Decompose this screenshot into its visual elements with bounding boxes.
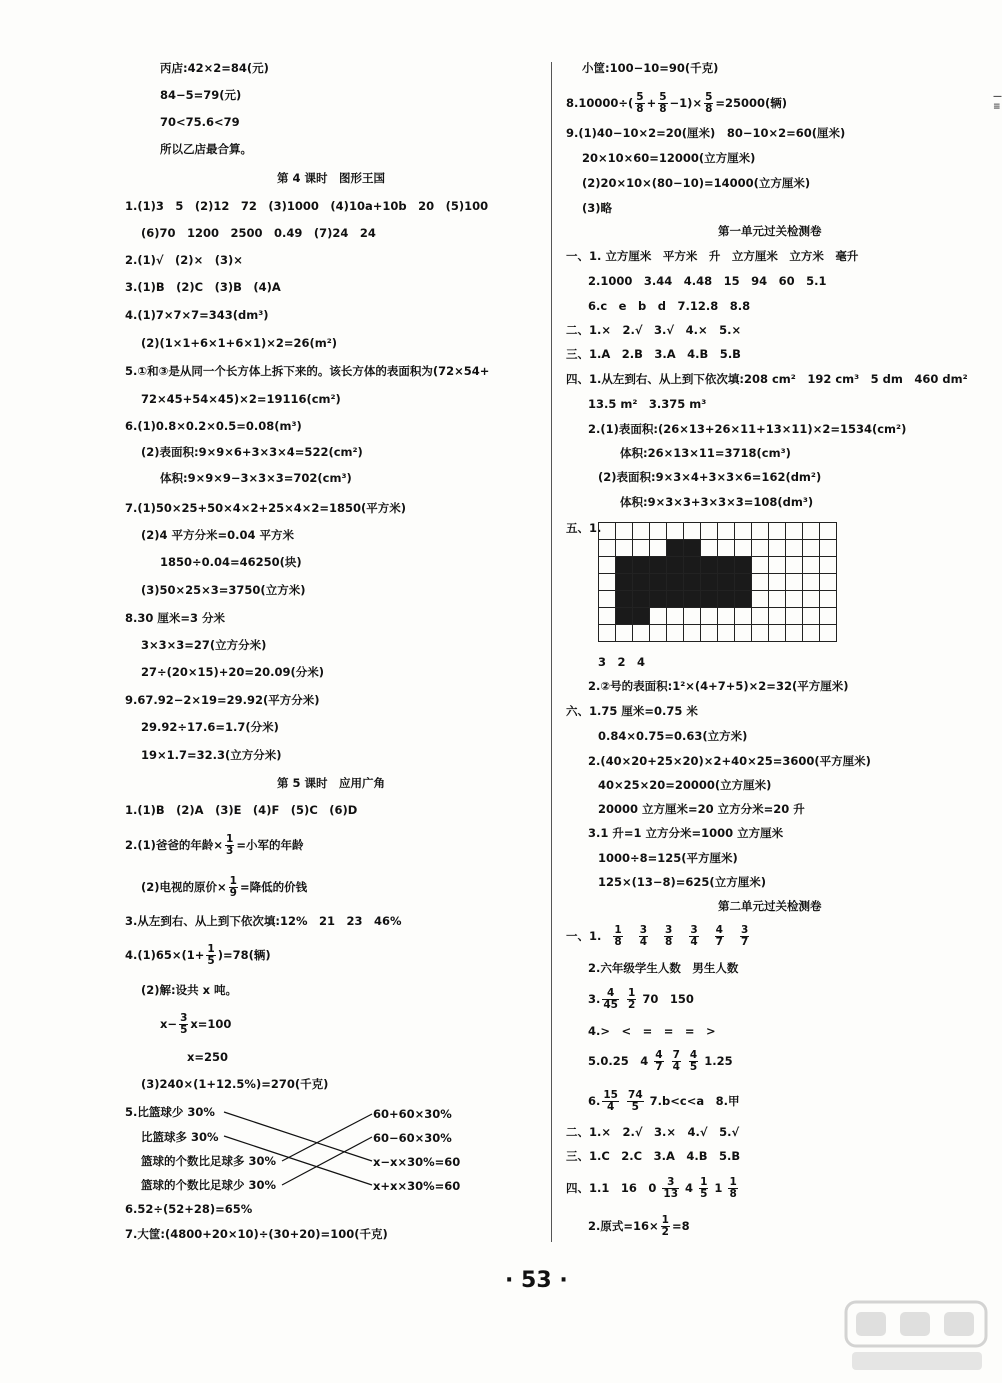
answer-line: (2)20×10×(80−10)=14000(立方厘米) — [582, 176, 811, 190]
fraction — [689, 925, 698, 948]
grid-cell-filled — [718, 591, 735, 608]
grid-cell — [820, 591, 837, 608]
match-left-item: 比篮球多 30% — [141, 1130, 219, 1144]
fraction — [639, 925, 648, 948]
grid-cell-filled — [684, 557, 701, 574]
answer-line: 2.(1)√ (2)× (3)× — [125, 253, 243, 267]
denominator: 5 — [631, 1101, 639, 1113]
answer-line: 7.(1)50×25+50×4×2+25×4×2=1850(平方米) — [125, 501, 407, 515]
fraction — [661, 1215, 670, 1238]
fraction — [602, 1090, 619, 1113]
match-line — [282, 1137, 372, 1185]
numerator: 5 — [705, 91, 713, 103]
match-right-item: x−x×30%=60 — [373, 1155, 461, 1169]
grid-cell — [616, 540, 633, 557]
grid-cell — [599, 608, 616, 625]
fraction — [664, 925, 673, 948]
grid-cell — [701, 523, 718, 540]
grid-cell-filled — [616, 591, 633, 608]
answer-line: 一、1. 立方厘米 平方米 升 立方厘米 立方米 毫升 — [566, 249, 859, 263]
grid-cell-filled — [667, 574, 684, 591]
grid-cell-filled — [616, 574, 633, 591]
answer-line: 27÷(20×15)+20=20.09(分米) — [141, 665, 324, 679]
answer-line-fraction — [566, 92, 787, 115]
answer-line: 8.30 厘米=3 分米 — [125, 611, 226, 625]
answer-line: 二、1.× 2.√ 3.× 4.√ 5.√ — [566, 1125, 740, 1139]
match-left-item: 5.比篮球少 30% — [125, 1105, 215, 1119]
edge-mark: — ≡ — [993, 92, 1002, 112]
grid-cell — [769, 523, 786, 540]
answer-line: 体积:9×3×3+3×3×3=108(dm³) — [620, 495, 814, 509]
answer-line: 20×10×60=12000(立方厘米) — [582, 151, 756, 165]
match-line — [224, 1136, 372, 1185]
fraction — [613, 925, 622, 948]
denominator: 4 — [672, 1061, 680, 1073]
denominator: 3 — [226, 845, 234, 857]
answer-line: 20000 立方厘米=20 立方分米=20 升 — [598, 802, 805, 816]
grid-cell-filled — [684, 540, 701, 557]
text-run: 8.10000÷( — [566, 96, 634, 110]
answer-line-fraction — [588, 1050, 733, 1073]
denominator: 8 — [636, 103, 644, 115]
answer-line: x=250 — [187, 1050, 229, 1064]
grid-svg — [598, 522, 838, 642]
answer-line: 1850÷0.04=46250(块) — [160, 555, 302, 569]
grid-cell — [616, 625, 633, 642]
text-run: 6. — [588, 1094, 601, 1108]
grid-cell — [786, 540, 803, 557]
answer-line: 2.②号的表面积:1²×(4+7+5)×2=32(平方厘米) — [588, 679, 849, 693]
denominator: 7 — [715, 936, 723, 948]
grid-cell — [735, 523, 752, 540]
numerator: 7 — [672, 1049, 680, 1061]
answer-line: (2)表面积:9×9×6+3×3×4=522(cm²) — [141, 445, 363, 459]
match-left-item: 篮球的个数比足球多 30% — [141, 1154, 277, 1168]
answer-line: (2)解:设共 x 吨。 — [141, 983, 238, 997]
grid-cell-filled — [735, 557, 752, 574]
match-right-item: x+x×30%=60 — [373, 1179, 461, 1193]
section-heading: 第二单元过关检测卷 — [718, 899, 822, 913]
answer-line: 丙店:42×2=84(元) — [160, 61, 269, 75]
grid-cell — [786, 574, 803, 591]
grid-cell — [752, 523, 769, 540]
text-run: 70 150 — [642, 992, 694, 1006]
grid-cell — [769, 557, 786, 574]
denominator: 2 — [628, 999, 636, 1011]
numerator: 1 — [226, 833, 234, 845]
answer-line: 所以乙店最合算。 — [160, 142, 252, 156]
grid-cell — [718, 523, 735, 540]
denominator: 8 — [614, 936, 622, 948]
text-run: 4 — [685, 1181, 694, 1195]
denominator: 7 — [655, 1061, 663, 1073]
answer-line: (2)表面积:9×3×4+3×3×6=162(dm²) — [598, 470, 822, 484]
grid-cell — [735, 608, 752, 625]
answer-line: 2.(1)表面积:(26×13+26×11+13×11)×2=1534(cm²) — [588, 422, 907, 436]
answer-line-fraction — [588, 1090, 739, 1113]
numerator: 74 — [628, 1089, 643, 1101]
answer-line: 体积:26×13×11=3718(cm³) — [620, 446, 791, 460]
answer-line: 2.(40×20+25×20)×2+40×25=3600(平方厘米) — [588, 754, 871, 768]
answer-line: (2)(1×1+6×1+6×1)×2=26(m²) — [141, 336, 338, 350]
grid-cell — [701, 540, 718, 557]
grid-cell — [684, 625, 701, 642]
answer-line: 6.c e b d 7.12.8 8.8 — [588, 299, 751, 313]
numerator: 1 — [661, 1214, 669, 1226]
numerator: 15 — [603, 1089, 618, 1101]
grid-cell — [820, 574, 837, 591]
grid-cell-filled — [684, 574, 701, 591]
text-run: x=100 — [190, 1017, 232, 1031]
answer-line: 13.5 m² 3.375 m³ — [588, 397, 707, 411]
answer-line-fraction — [566, 925, 757, 948]
text-run: 2.(1)爸爸的年龄× — [125, 838, 224, 852]
grid-cell — [599, 557, 616, 574]
fraction — [662, 1177, 679, 1200]
grid-cell — [718, 625, 735, 642]
grid-cell-filled — [718, 574, 735, 591]
grid-cell — [667, 625, 684, 642]
grid-cell — [599, 540, 616, 557]
denominator: 8 — [659, 103, 667, 115]
answer-line: 2.1000 3.44 4.48 15 94 60 5.1 — [588, 274, 827, 288]
numerator: 4 — [602, 988, 619, 1000]
numerator: 3 — [639, 924, 648, 936]
answer-line-fraction — [588, 1215, 690, 1238]
answer-site-watermark-icon — [842, 1296, 992, 1376]
grid-cell-filled — [735, 574, 752, 591]
answer-line: 9.(1)40−10×2=20(厘米) 80−10×2=60(厘米) — [566, 126, 846, 140]
grid-cell — [684, 608, 701, 625]
grid-cell — [769, 591, 786, 608]
answer-line-fraction — [588, 988, 694, 1011]
answer-line: 125×(13−8)=625(立方厘米) — [598, 875, 766, 889]
answer-line: 1000÷8=125(平方厘米) — [598, 851, 738, 865]
fraction-list — [605, 924, 757, 948]
grid-cell — [803, 557, 820, 574]
numerator: 1 — [700, 1176, 708, 1188]
answer-line: 4.(1)7×7×7=343(dm³) — [125, 308, 269, 322]
grid-cell-filled — [616, 557, 633, 574]
text-run: 1 — [714, 1181, 723, 1195]
answer-line: 3.1 升=1 立方分米=1000 立方厘米 — [588, 826, 784, 840]
grid-cell-filled — [633, 574, 650, 591]
answer-line: 五、1. — [566, 521, 602, 535]
numerator: 3 — [662, 1177, 679, 1189]
denominator: 45 — [603, 999, 618, 1011]
text-run: 2.原式=16× — [588, 1219, 659, 1233]
answer-line: 19×1.7=32.3(立方分米) — [141, 748, 282, 762]
text-run: 7.b<c<a 8.甲 — [649, 1094, 740, 1108]
answer-line: 3 2 4 — [598, 655, 646, 669]
answer-line: 3×3×3=27(立方分米) — [141, 638, 267, 652]
fraction — [654, 1050, 663, 1073]
grid-cell-filled — [633, 591, 650, 608]
numerator: 1 — [729, 1176, 737, 1188]
answer-line: (6)70 1200 2500 0.49 (7)24 24 — [141, 226, 376, 240]
text-run: 一、1. — [566, 929, 602, 943]
grid-cell — [803, 625, 820, 642]
denominator: 4 — [639, 936, 648, 948]
answer-line: 84−5=79(元) — [160, 88, 242, 102]
grid-cell — [786, 591, 803, 608]
grid-cell-filled — [650, 591, 667, 608]
numerator: 4 — [655, 1049, 663, 1061]
section-heading: 第一单元过关检测卷 — [718, 224, 822, 238]
answer-line: 小筐:100−10=90(千克) — [582, 61, 719, 75]
grid-cell — [667, 523, 684, 540]
grid-cell — [650, 523, 667, 540]
answer-line: 40×25×20=20000(立方厘米) — [598, 778, 772, 792]
denominator: 8 — [665, 936, 673, 948]
numerator: 1 — [628, 987, 636, 999]
grid-cell-filled — [667, 591, 684, 608]
denominator: 5 — [700, 1188, 708, 1200]
answer-line: 72×45+54×45)×2=19116(cm²) — [141, 392, 341, 406]
section-heading: 第 5 课时 应用广角 — [277, 776, 386, 790]
answer-line: (3)50×25×3=3750(立方米) — [141, 583, 306, 597]
grid-cell — [769, 625, 786, 642]
grid-cell — [718, 608, 735, 625]
grid-cell — [735, 540, 752, 557]
answer-line: 三、1.C 2.C 3.A 4.B 5.B — [566, 1149, 741, 1163]
text-run: )=78(辆) — [217, 948, 271, 962]
denominator: 9 — [229, 887, 237, 899]
text-run: =25000(辆) — [715, 96, 788, 110]
text-run: =降低的价钱 — [239, 880, 308, 894]
grid-cell — [820, 557, 837, 574]
denominator: 4 — [690, 936, 698, 948]
grid-cell — [786, 608, 803, 625]
fraction — [627, 988, 636, 1011]
grid-cell-filled — [650, 574, 667, 591]
numerator: 1 — [207, 943, 215, 955]
denominator: 4 — [607, 1101, 615, 1113]
grid-figure — [598, 522, 838, 645]
denominator: 2 — [661, 1226, 669, 1238]
grid-cell — [667, 608, 684, 625]
fraction — [728, 1177, 737, 1200]
denominator: 5 — [180, 1024, 188, 1036]
answer-line: (2)4 平方分米=0.04 平方米 — [141, 528, 295, 542]
grid-cell — [616, 523, 633, 540]
answer-line: 三、1.A 2.B 3.A 4.B 5.B — [566, 347, 741, 361]
grid-cell — [820, 625, 837, 642]
grid-cell — [786, 523, 803, 540]
fraction — [704, 92, 713, 115]
grid-cell — [803, 608, 820, 625]
denominator: 8 — [705, 103, 713, 115]
numerator: 3 — [180, 1012, 188, 1024]
grid-cell — [786, 625, 803, 642]
denominator: 8 — [729, 1188, 737, 1200]
numerator: 1 — [614, 924, 622, 936]
grid-cell-filled — [718, 557, 735, 574]
bullet: · — [505, 1268, 522, 1293]
grid-cell-filled — [701, 557, 718, 574]
grid-cell — [599, 591, 616, 608]
grid-cell — [769, 540, 786, 557]
grid-cell — [599, 523, 616, 540]
grid-cell — [752, 540, 769, 557]
answer-line: 7.大筐:(4800+20×10)÷(30+20)=100(千克) — [125, 1227, 388, 1241]
answer-line: 9.67.92−2×19=29.92(平方分米) — [125, 693, 320, 707]
grid-cell — [718, 540, 735, 557]
fraction — [635, 92, 644, 115]
grid-cell — [752, 608, 769, 625]
numerator: 4 — [715, 924, 723, 936]
grid-cell — [752, 625, 769, 642]
grid-cell — [752, 557, 769, 574]
text-run: −1)× — [669, 96, 703, 110]
text-run: 4.(1)65×(1+ — [125, 948, 205, 962]
answer-line: 0.84×0.75=0.63(立方米) — [598, 729, 748, 743]
answer-line: 6.(1)0.8×0.2×0.5=0.08(m³) — [125, 419, 302, 433]
grid-cell — [701, 608, 718, 625]
text-run: + — [646, 96, 657, 110]
answer-line: 六、1.75 厘米=0.75 米 — [566, 704, 698, 718]
fraction — [627, 1090, 644, 1113]
grid-cell — [786, 557, 803, 574]
numerator: 3 — [740, 924, 749, 936]
denominator: 13 — [663, 1188, 679, 1200]
text-run: 1.25 — [704, 1054, 733, 1068]
match-right-item: 60+60×30% — [373, 1107, 452, 1121]
fraction — [672, 1050, 681, 1073]
grid-cell — [735, 625, 752, 642]
grid-cell — [752, 591, 769, 608]
grid-cell — [803, 591, 820, 608]
grid-cell — [633, 540, 650, 557]
section-heading: 第 4 课时 图形王国 — [277, 171, 386, 185]
page-number-text: 53 — [521, 1268, 552, 1293]
bullet: · — [551, 1268, 568, 1293]
grid-cell-filled — [684, 591, 701, 608]
grid-cell — [769, 608, 786, 625]
grid-cell-filled — [667, 557, 684, 574]
answer-line: (3)略 — [582, 201, 613, 215]
numerator: 3 — [690, 924, 698, 936]
match-line — [224, 1112, 372, 1161]
text-run: (2)电视的原价× — [141, 880, 227, 894]
grid-cell — [633, 523, 650, 540]
grid-cell — [684, 523, 701, 540]
fraction — [740, 925, 749, 948]
grid-cell — [599, 625, 616, 642]
grid-cell — [769, 574, 786, 591]
grid-cell — [599, 574, 616, 591]
denominator: 5 — [207, 955, 215, 967]
grid-cell — [803, 574, 820, 591]
grid-cell-filled — [701, 574, 718, 591]
answer-line: 体积:9×9×9−3×3×3=702(cm³) — [160, 471, 352, 485]
answer-line-fraction — [566, 1177, 740, 1200]
grid-cell — [650, 540, 667, 557]
numerator: 3 — [665, 924, 673, 936]
denominator: 7 — [740, 936, 749, 948]
text-run: 3. — [588, 992, 601, 1006]
numerator: 4 — [689, 1049, 698, 1061]
grid-cell-filled — [735, 591, 752, 608]
match-left-item: 篮球的个数比足球少 30% — [141, 1178, 277, 1192]
grid-cell — [752, 574, 769, 591]
answer-line: 2.六年级学生人数 男生人数 — [588, 961, 739, 975]
grid-cell-filled — [667, 540, 684, 557]
text-run: =小军的年龄 — [236, 838, 304, 852]
text-run: x− — [160, 1017, 178, 1031]
page-number — [505, 1268, 568, 1293]
answer-line: 二、1.× 2.√ 3.√ 4.× 5.× — [566, 323, 742, 337]
match-right-item: 60−60×30% — [373, 1131, 452, 1145]
column-divider — [551, 62, 552, 1242]
grid-cell — [650, 608, 667, 625]
answer-line: 6.52÷(52+28)=65% — [125, 1202, 253, 1216]
numerator: 5 — [636, 91, 644, 103]
grid-cell — [650, 625, 667, 642]
answer-line: 3.从左到右、从上到下依次填:12% 21 23 46% — [125, 914, 402, 928]
text-run: 5.0.25 4 — [588, 1054, 649, 1068]
fraction — [602, 988, 619, 1011]
grid-cell-filled — [701, 591, 718, 608]
grid-cell-filled — [616, 608, 633, 625]
fraction — [715, 925, 724, 948]
grid-cell — [803, 540, 820, 557]
answer-line: 1.(1)3 5 (2)12 72 (3)1000 (4)10a+10b 20 (5)100 — [125, 199, 489, 213]
text-run: 四、1.1 16 0 — [566, 1181, 657, 1195]
answer-line: 70<75.6<79 — [160, 115, 240, 129]
grid-cell — [820, 523, 837, 540]
answer-line: 5.①和③是从同一个长方体上拆下来的。该长方体的表面积为(72×54+ — [125, 364, 490, 378]
grid-cell-filled — [633, 557, 650, 574]
answer-line: 四、1.从左到右、从上到下依次填:208 cm² 192 cm³ 5 dm 460 dm² — [566, 372, 968, 386]
fraction — [699, 1177, 708, 1200]
fraction — [689, 1050, 698, 1073]
grid-cell-filled — [633, 608, 650, 625]
grid-cell — [820, 608, 837, 625]
numerator: 1 — [229, 875, 237, 887]
grid-cell — [820, 540, 837, 557]
text-run: =8 — [671, 1219, 690, 1233]
grid-cell-filled — [650, 557, 667, 574]
fraction — [658, 92, 667, 115]
denominator: 5 — [689, 1061, 698, 1073]
answer-line: 3.(1)B (2)C (3)B (4)A — [125, 280, 281, 294]
answer-line: 29.92÷17.6=1.7(分米) — [141, 720, 279, 734]
match-line — [282, 1114, 372, 1161]
grid-cell — [803, 523, 820, 540]
answer-line: 1.(1)B (2)A (3)E (4)F (5)C (6)D — [125, 803, 358, 817]
answer-line: 4.> < = = = > — [588, 1024, 716, 1038]
grid-cell — [701, 625, 718, 642]
grid-cell — [633, 625, 650, 642]
numerator: 5 — [659, 91, 667, 103]
answer-line: (3)240×(1+12.5%)=270(千克) — [141, 1077, 329, 1091]
